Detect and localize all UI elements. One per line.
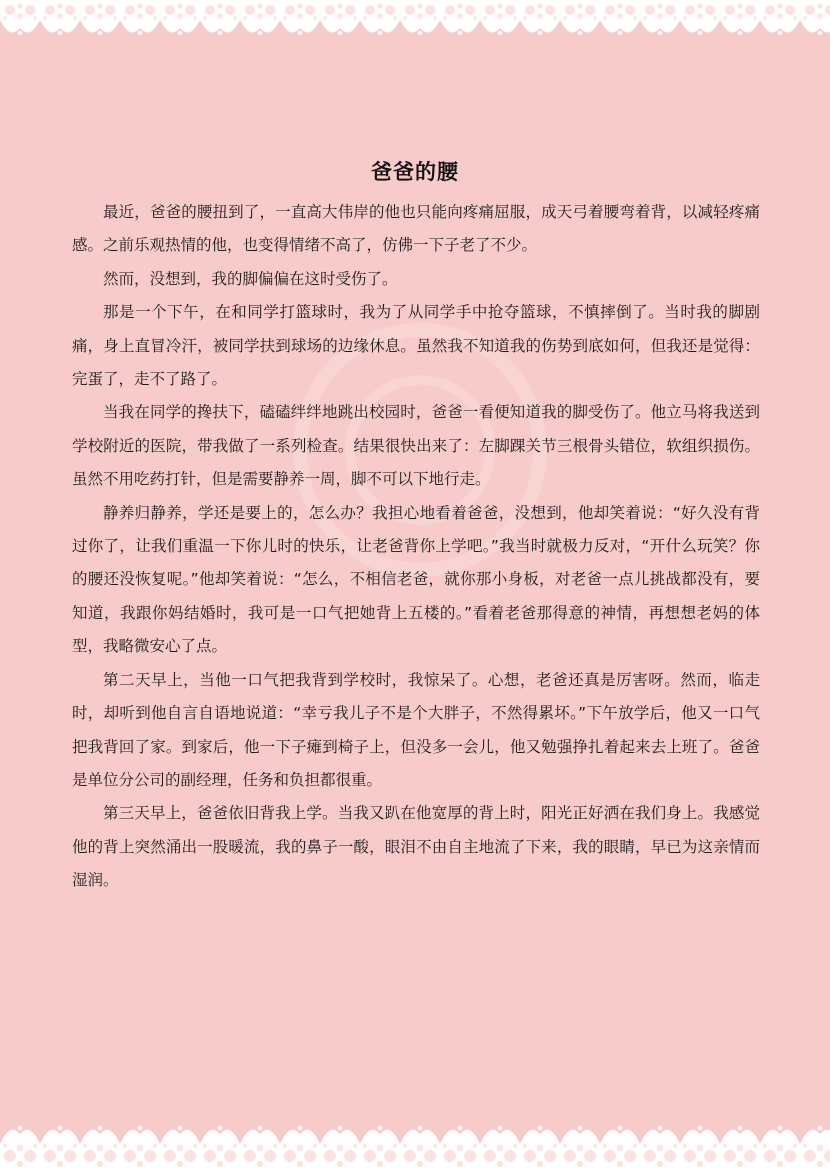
paragraph: 然而，没想到，我的脚偏偏在这时受伤了。 xyxy=(103,269,398,288)
paragraph: 最近，爸爸的腰扭到了，一直高大伟岸的他也只能向疼痛屈服，成天弓着腰弯着背，以减轻疼痛感。之前乐观热情的他，也变得情绪不高了，仿佛一下子老了不少。 xyxy=(72,203,760,255)
document-title: 爸爸的腰 xyxy=(371,160,459,184)
paragraph: 静养归静养，学还是要上的，怎么办？我担心地看着爸爸，没想到，他却笑着说：“好久没有背过你了，让我们重温一下你儿时的快乐，让老爸背你上学吧。”我当时就极力反对，“开什么玩笑？你的腰还没恢复呢。”他却笑着说：“怎么，不相信老爸，就你那小身板，对老爸一点儿挑战都没有，要知道，我跟你妈结婚时，我可是一口气把她背上五楼的。”看着老爸那得意的神情，再想想老妈的体型，我略微安心了点。 xyxy=(72,503,760,656)
article-body xyxy=(72,196,760,898)
paragraph: 第三天早上，爸爸依旧背我上学。当我又趴在他宽厚的背上时，阳光正好洒在我们身上。我感觉他的背上突然涌出一股暖流，我的鼻子一酸，眼泪不由自主地流了下来，我的眼睛，早已为这亲情而湿润。 xyxy=(72,804,760,890)
paragraph: 当我在同学的搀扶下，磕磕绊绊地跳出校园时，爸爸一看便知道我的脚受伤了。他立马将我送到学校附近的医院，带我做了一系列检查。结果很快出来了：左脚踝关节三根骨头错位，软组织损伤。虽然不用吃药打针，但是需要静养一周，脚不可以下地行走。 xyxy=(72,403,760,489)
paragraph: 第二天早上，当他一口气把我背到学校时，我惊呆了。心想，老爸还真是厉害呀。然而，临走时，却听到他自言自语地说道：“幸亏我儿子不是个大胖子，不然得累坏。”下午放学后，他又一口气把我背回了家。到家后，他一下子瘫到椅子上，但没多一会儿，他又勉强挣扎着起来去上班了。爸爸是单位分公司的副经理，任务和负担都很重。 xyxy=(72,670,760,789)
lace-border-bottom xyxy=(0,1118,830,1174)
paragraph: 那是一个下午，在和同学打篮球时，我为了从同学手中抢夺篮球，不慎摔倒了。当时我的脚剧痛，身上直冒冷汗，被同学扶到球场的边缘休息。虽然我不知道我的伤势到底如何，但我还是觉得：完蛋了，走不了路了。 xyxy=(72,303,760,389)
lace-border-top xyxy=(0,0,830,44)
